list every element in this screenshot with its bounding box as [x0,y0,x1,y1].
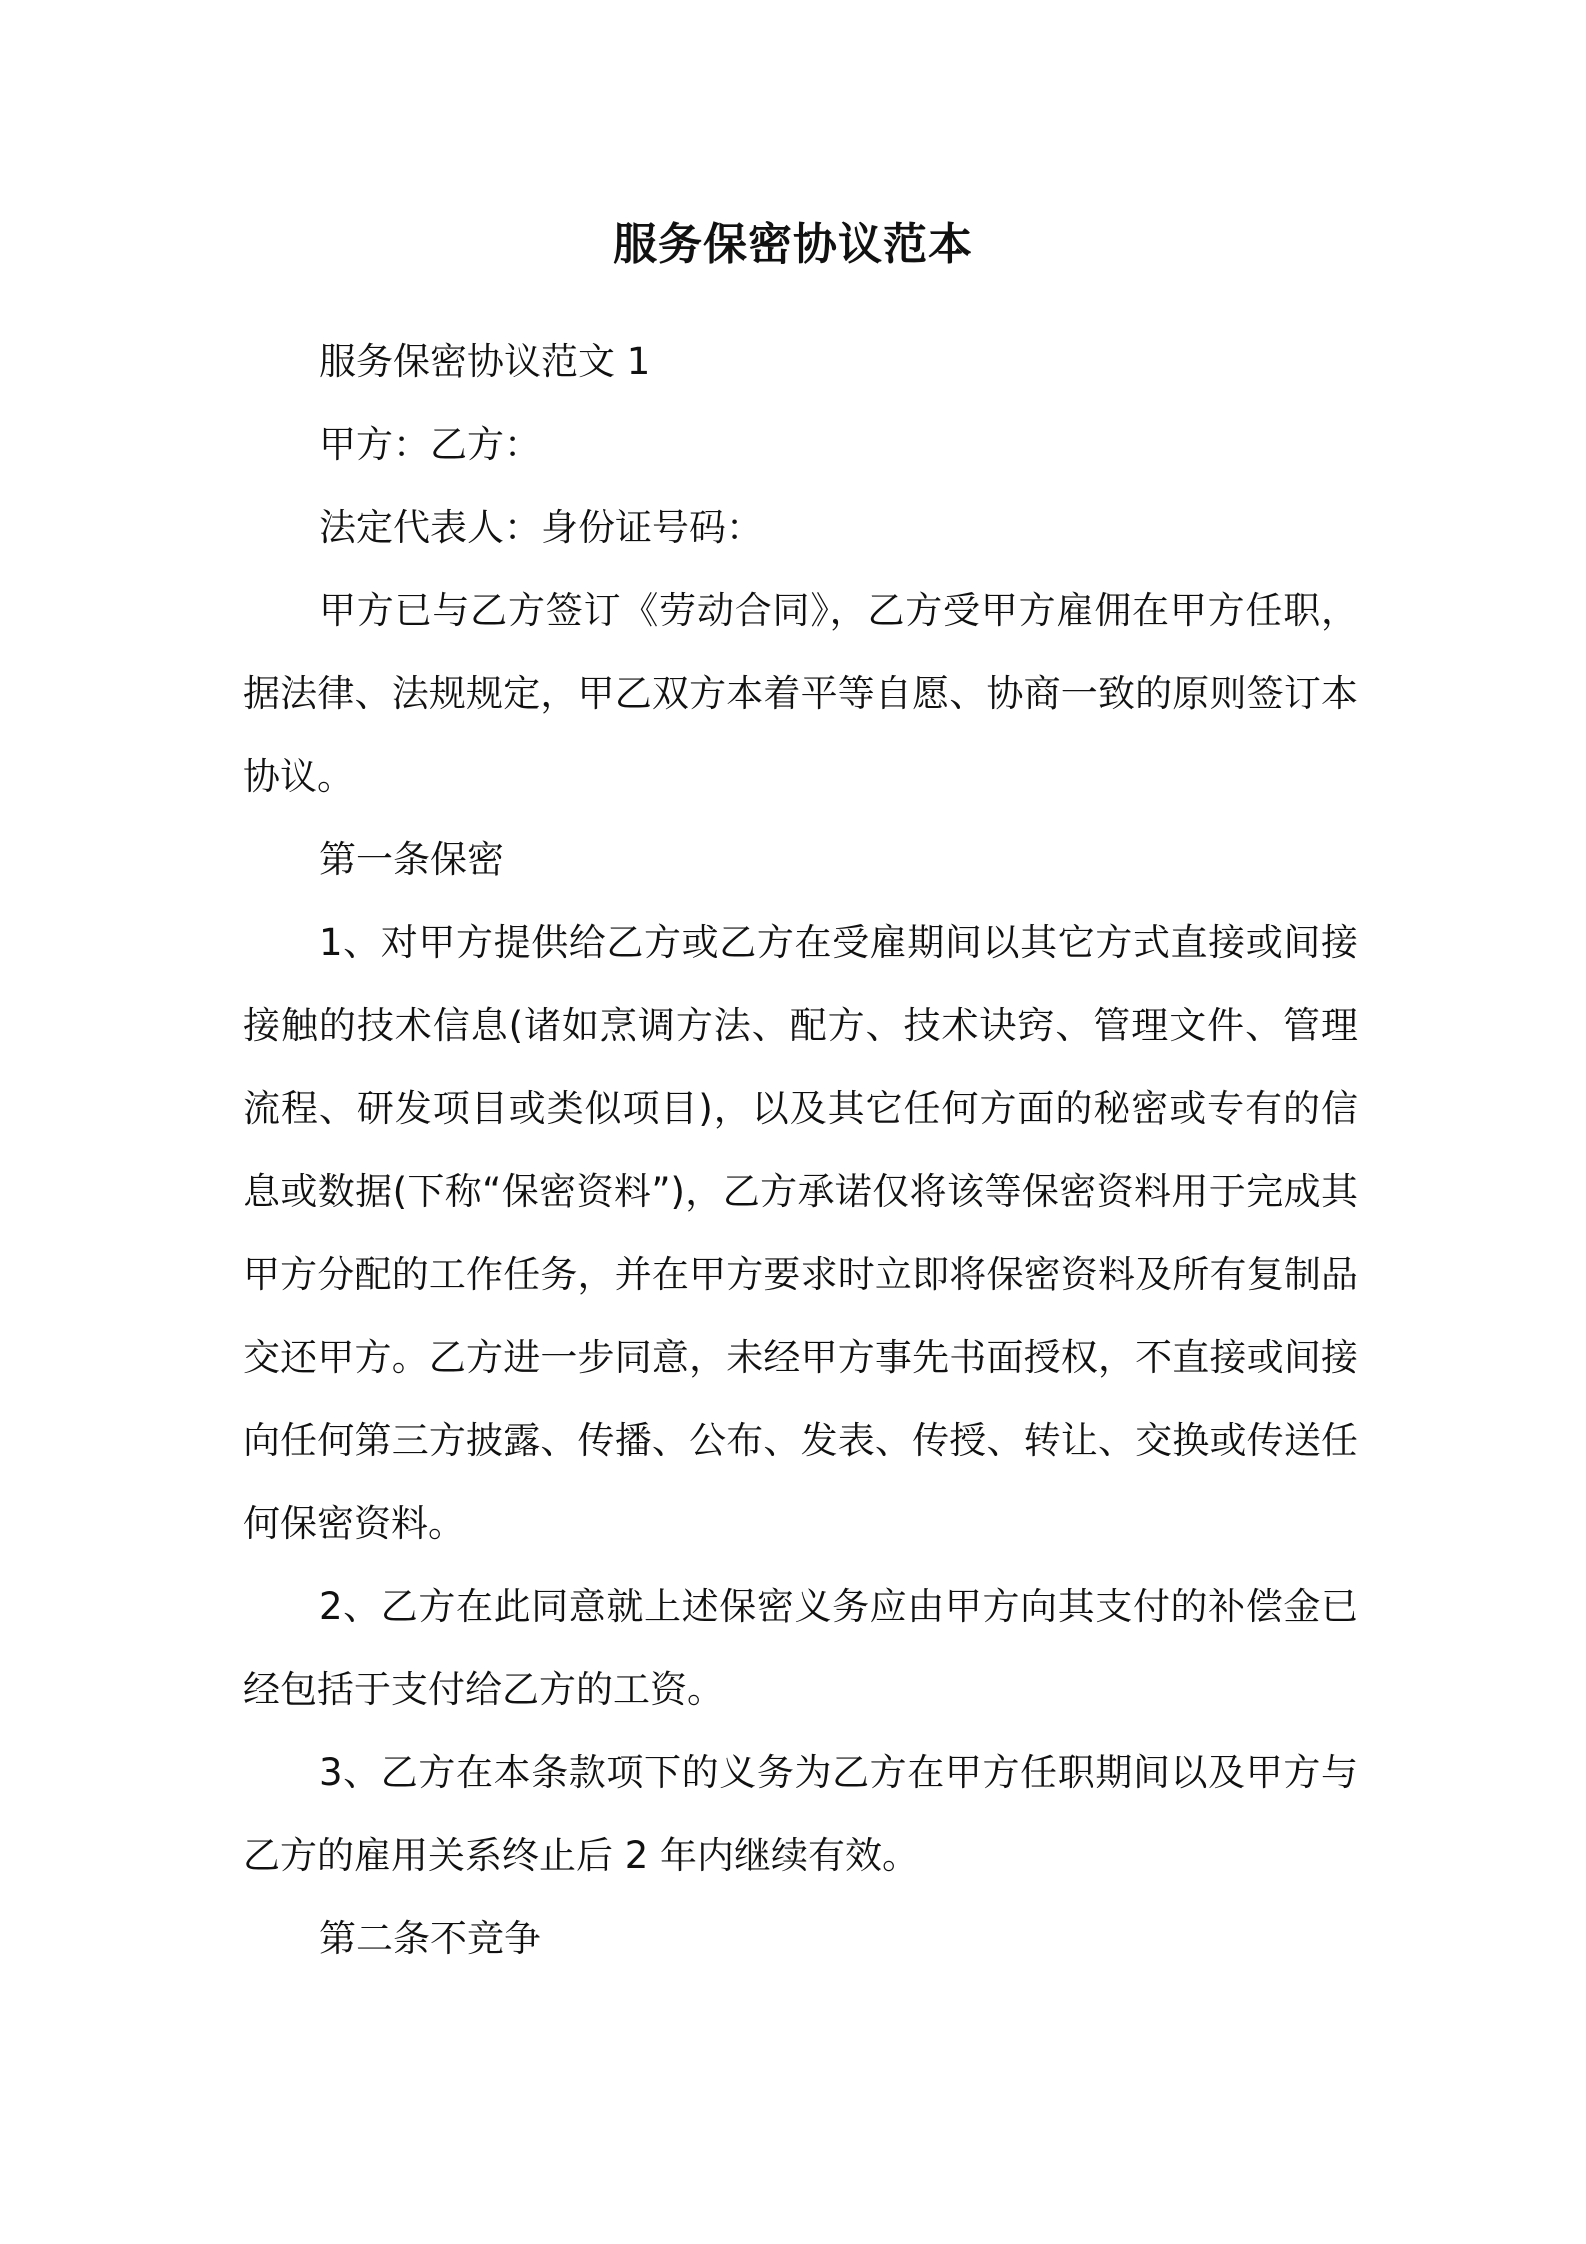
representative-line: 法定代表人：身份证号码： [319,506,763,549]
parties-line: 甲方：乙方： [319,423,541,466]
document-title: 服务保密协议范本 [613,219,973,270]
clause-3-paragraph: 3、乙方在本条款项下的义务为乙方在甲方任职期间以及甲方与乙方的雇用关系终止后 2 年内继续有效。 [243,1751,1358,1877]
article-two-heading: 第二条不竞争 [319,1917,541,1960]
clause-2-paragraph: 2、乙方在此同意就上述保密义务应由甲方向其支付的补偿金已经包括于支付给乙方的工资。 [243,1585,1358,1711]
article-one-heading: 第一条保密 [319,838,504,881]
clause-1-paragraph: 1、对甲方提供给乙方或乙方在受雇期间以其它方式直接或间接接触的技术信息(诸如烹调方法、配方、技术诀窍、管理文件、管理流程、研发项目或类似项目)，以及其它任何方面的秘密或专有的信息或数据(下称“保密资料”)，乙方承诺仅将该等保密资料用于完成其甲方分配的工作任务，并在甲方要求时立即将保密资料及所有复制品交还甲方。乙方进一步同意，未经甲方事先书面授权，不直接或间接向任何第三方披露、传播、公布、发表、传授、转让、交换或传送任何保密资料。 [243,921,1358,1545]
subtitle-paragraph: 服务保密协议范文 1 [319,340,651,383]
document-body [243,320,1358,1980]
preamble-paragraph: 甲方已与乙方签订《劳动合同》，乙方受甲方雇佣在甲方任职，据法律、法规规定，甲乙双方本着平等自愿、协商一致的原则签订本协议。 [243,589,1358,798]
